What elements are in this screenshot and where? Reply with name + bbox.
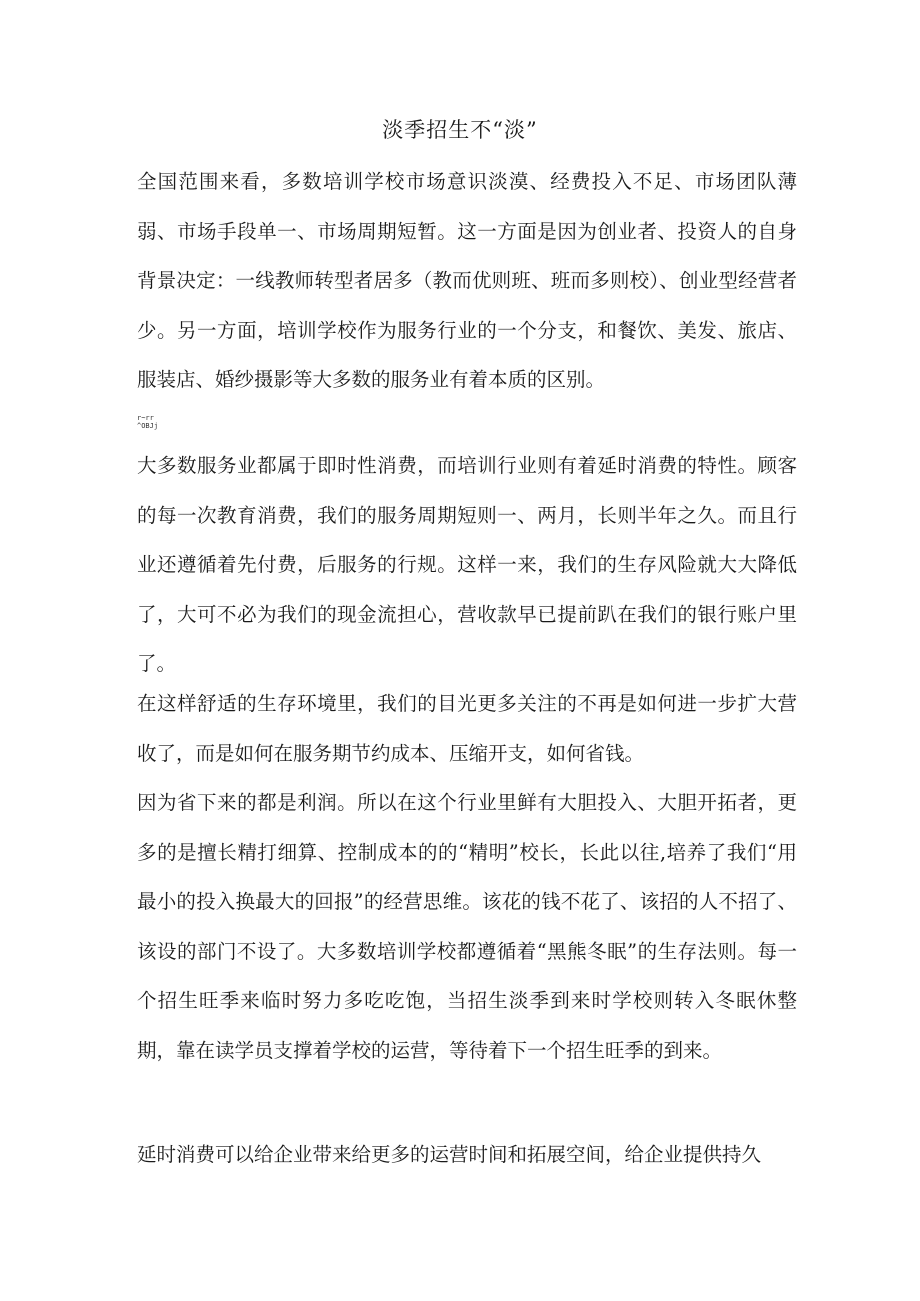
paragraph-1: 全国范围来看，多数培训学校市场意识淡漠、经费投入不足、市场团队薄弱、市场手段单一、市场周期短暂。这一方面是因为创业者、投资人的自身背景决定：一线教师转型者居多（教而优则班、班而多则校）、创业型经营者少。另一方面，培训学校作为服务行业的一个分支，和餐饮、美发、旅店、服装店、婚纱摄影等大多数的服务业有着本质的区别。: [137, 170, 797, 391]
document-title: 淡季招生不“淡”: [382, 118, 538, 142]
paragraph-2: 大多数服务业都属于即时性消费，而培训行业则有着延时消费的特性。顾客的每一次教育消费，我们的服务周期短则一、两月，长则半年之久。而且行业还遵循着先付费，后服务的行规。这样一来，我们的生存风险就大大降低了，大可不必为我们的现金流担心，营收款早已提前趴在我们的银行账户里了。: [137, 454, 797, 675]
artifact-line-2: ^OBJj: [137, 422, 159, 430]
paragraph-5: 延时消费可以给企业带来给更多的运营时间和拓展空间，给企业提供持久: [137, 1143, 762, 1166]
paragraph-4: 因为省下来的都是利润。所以在这个行业里鲜有大胆投入、大胆开拓者，更多的是擅长精打细算、控制成本的的“精明”校长，长此以往,培养了我们“用最小的投入换最大的回报”的经营思维。该花的钱不花了、该招的人不招了、该设的部门不设了。大多数培训学校都遵循着“黑熊冬眠”的生存法则。每一个招生旺季来临时努力多吃吃饱，当招生淡季到来时学校则转入冬眠休整期，靠在读学员支撑着学校的运营，等待着下一个招生旺季的到来。: [137, 791, 797, 1062]
artifact-line-1: r~rr: [137, 414, 154, 422]
paragraph-3: 在这样舒适的生存环境里，我们的目光更多关注的不再是如何进一步扩大营收了，而是如何在服务期节约成本、压缩开支，如何省钱。: [137, 692, 797, 765]
embedded-object-artifact: [137, 414, 158, 430]
